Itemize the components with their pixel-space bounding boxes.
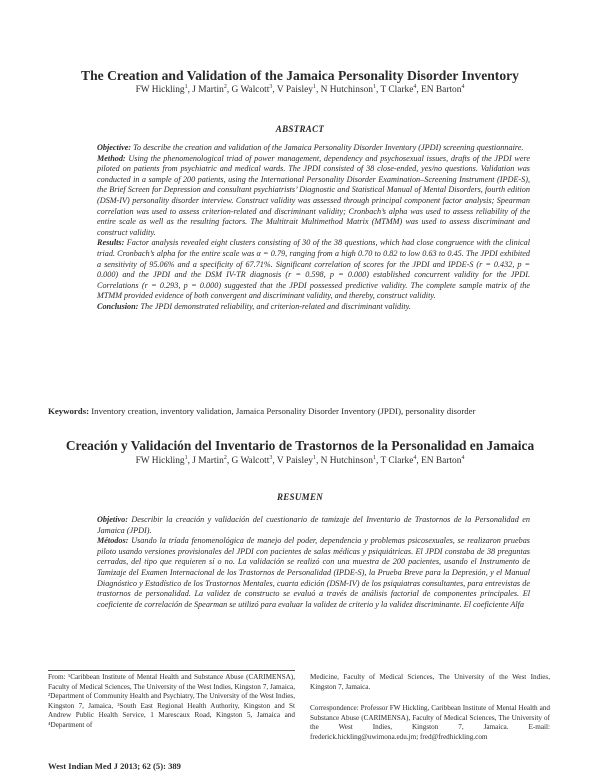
english-author: V Paisley$^1$: [276, 83, 316, 95]
spanish-author: N Hutchinson$^1$: [320, 454, 376, 466]
correspondence: Correspondence: Professor FW Hickling, Caribbean Institute of Mental Health and Substance Abuse (CARIMENSA), Faculty of Medical Sciences, The University of the West Indies, Kingston 7, Jamaica. E-mail: frederick.hickling@uwimona.edu.jm; fred@fredhickling.com: [310, 704, 550, 741]
abstract-results: Results: Factor analysis revealed eight clusters consisting of 30 of the 38 questions, which had close congruence with the clinical triad. Cronbach’s alpha for the entire scale was α = 0.79, ranging from a high 0.70 to 0.82 to low 0.63 to 0.45. The JPDI exhibited a sensitivity of 95.06% and a specificity of 67.71%. Significant correlation of scores for the JPDI and IPDE-S (r = 0.432, p = 0.000) and the JPDI and the DSM IV-TR diagnosis (r = 0.598, p = 0.000) established concurrent validity for the JPDI. Correlations (r = 0.293, p = 0.000) suggested that the JPDI possessed predictive validity. The complete sample matrix of the MTMM provided evidence of both convergent and discriminant validity, and thereby, construct validity.: [97, 238, 530, 301]
english-author: T Clarke$^4$: [380, 83, 417, 95]
english-author: J Martin$^2$: [192, 83, 227, 95]
affiliations-left: From: ¹Caribbean Institute of Mental Health and Substance Abuse (CARIMENSA), Faculty of Medical Sciences, The University of the West Indies, Kingston 7, Jamaica, ²Department of Community Health and Psychiatry, The University of the West Indies, Kingston 7, Jamaica, ³South East Regional Health Authority, Kingston and St Andrew Public Health Service, 1 Marescaux Road, Kingston 5, Jamaica and ⁴Department of: [48, 673, 295, 729]
affiliations-right: Medicine, Faculty of Medical Sciences, The University of the West Indies, Kingston 7, Jamaica.: [310, 673, 550, 691]
abstract-heading: ABSTRACT: [275, 124, 325, 134]
resumen-heading: RESUMEN: [276, 492, 324, 502]
spanish-author: T Clarke$^4$: [380, 454, 417, 466]
spanish-author: EN Barton$^4$: [421, 454, 465, 466]
english-author: G Walcott$^3$: [231, 83, 273, 95]
article-title: The Creation and Validation of the Jamaica Personality Disorder Inventory: [81, 68, 519, 83]
spanish-author: V Paisley$^1$: [276, 454, 316, 466]
resumen-method: Métodos: Usando la tríada fenomenológica de manejo del poder, dependencia y problemas psicosexuales, se realizaron pruebas piloto usando versiones provisionales del JPDI con pacientes de salas médicas y psiquiátricas. El JPDI constaba de 38 preguntas cerradas, del tipo que requieren sí o no. La validación se realizó con una muestra de 200 pacientes, usando el Instrumento de Tamizaje del Examen Internacional de los Trastornos de Personalidad (IPDE-S), la Prueba Breve para la Depresión, y el Manual Diagnóstico y Estadístico de los Trastornos Mentales, cuarta edición (DSM-IV) de los psiquiatras consultantes, para entrevistas de trastornos de personalidad. La validez de constructo se evaluó a través de análisis factorial de componentes principales. El coeficiente de correlación de Spearman se utilizó para evaluar la validez de criterio y la validez discriminante. El coeficiente Alfa: [97, 536, 530, 609]
journal-reference: West Indian Med J 2013; 62 (5): 389: [48, 761, 181, 771]
abstract-objective: Objective: To describe the creation and validation of the Jamaica Personality Disorder Inventory (JPDI) screening questionnaire.: [97, 143, 524, 152]
spanish-author: FW Hickling$^1$: [135, 454, 188, 466]
english-author: N Hutchinson$^1$: [320, 83, 376, 95]
resumen-objective: Objetivo: Describir la creación y validación del cuestionario de tamizaje del Inventario de Trastornos de la Personalidad en Jamaica (JPDI).: [97, 515, 530, 535]
author-list: FW Hickling$^1$, J Martin$^2$, G Walcott$^3$, V Paisley$^1$, N Hutchinson$^1$, T Clarke$^4$, EN Barton$^4$: [135, 83, 465, 95]
abstract-conclusion: Conclusion: The JPDI demonstrated reliability, and criterion-related and discriminant validity.: [97, 301, 411, 311]
abstract-method: Method: Using the phenomenological triad of power management, dependency and psychosexual issues, drafts of the JPDI were piloted on patients from psychiatric and medical wards. The JPDI consisted of 38 close-ended, yes/no questions. Validation was conducted in a sample of 200 patients, using the International Personality Disorder Examination–Screening Instrument (IPDE-S), the Brief Screen for Depression and consultant psychiatrists’ Diagnostic and Statistical Manual of Mental Disorders, fourth edition (DSM-IV) personality disorder interview. Construct validity was assessed through principal component factor analysis; Spearman correlation was used to assess criterion-related and discriminant validity; Cronbach’s alpha was used to assess reliability of the entire scale as well as the resulting factors. The Multitrait Multimethod Matrix (MTMM) was used to assess discriminant and construct validity.: [97, 153, 530, 237]
spanish-author: G Walcott$^3$: [231, 454, 273, 466]
spanish-title: Creación y Validación del Inventario de Trastornos de la Personalidad en Jamaica: [65, 438, 535, 453]
english-author: FW Hickling$^1$: [135, 83, 188, 95]
footnote-rule: [48, 670, 295, 671]
keywords: Keywords: Inventory creation, inventory validation, Jamaica Personality Disorder Inventory (JPDI), personality disorder: [48, 406, 476, 416]
resumen-body: [97, 515, 530, 610]
spanish-author-list: FW Hickling$^1$, J Martin$^2$, G Walcott$^3$, V Paisley$^1$, N Hutchinson$^1$, T Clarke$^4$, EN Barton$^4$: [135, 454, 465, 466]
english-author: EN Barton$^4$: [421, 83, 465, 95]
spanish-author: J Martin$^2$: [192, 454, 227, 466]
abstract-body: [97, 143, 530, 313]
